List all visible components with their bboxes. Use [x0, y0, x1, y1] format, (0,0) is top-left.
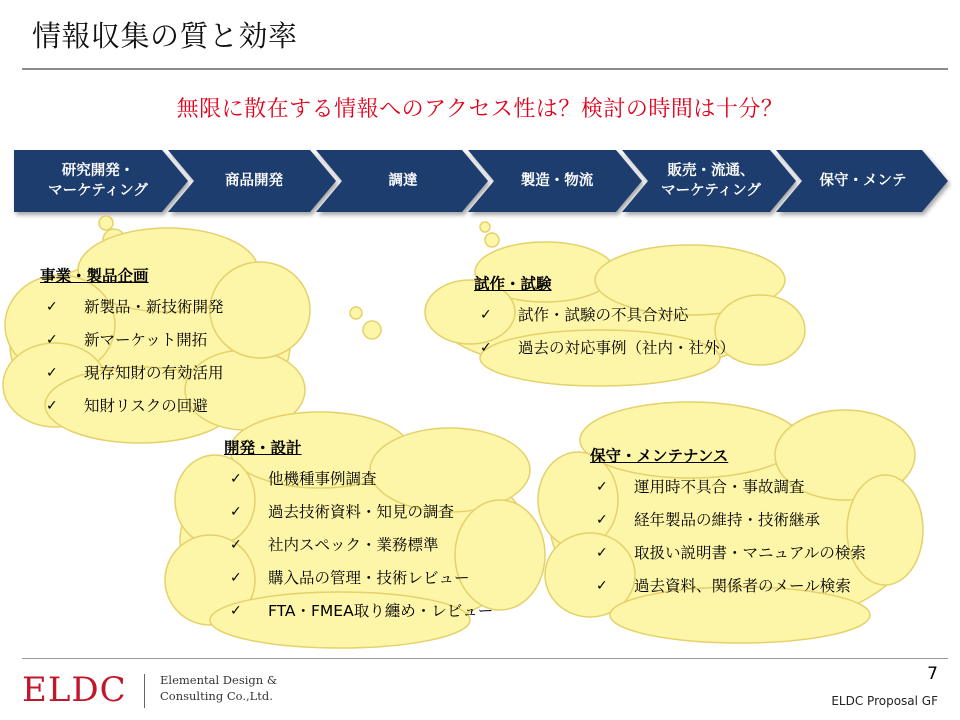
list-item: ✓ 取扱い説明書・マニュアルの検索 — [590, 541, 866, 574]
chevron-label-procurement: 調達 — [388, 173, 418, 189]
check-icon: ✓ — [230, 570, 242, 586]
chevron-label-manufacturing: 製造・物流 — [520, 173, 594, 189]
check-icon: ✓ — [480, 307, 492, 323]
slide-subtitle: 無限に散在する情報へのアクセス性は？検討の時間は十分？ — [176, 97, 784, 122]
list-item: ✓ 現存知財の有効活用 — [40, 361, 224, 394]
list-item: ✓ 運用時不具合・事故調査 — [590, 475, 866, 508]
list-item: ✓ FTA・FMEA取り纏め・レビュー — [224, 599, 493, 632]
chevron-label-product-dev: 商品開発 — [225, 173, 283, 189]
list-item: ✓ 新製品・新技術開発 — [40, 295, 224, 328]
list-item: ✓ 過去技術資料・知見の調査 — [224, 500, 493, 533]
check-icon: ✓ — [596, 479, 608, 495]
check-icon: ✓ — [480, 340, 492, 356]
check-icon: ✓ — [230, 471, 242, 487]
check-icon: ✓ — [596, 545, 608, 561]
check-icon: ✓ — [46, 365, 58, 381]
list-item: ✓ 新マーケット開拓 — [40, 328, 224, 361]
check-icon: ✓ — [596, 512, 608, 528]
list-item: ✓ 経年製品の維持・技術継承 — [590, 508, 866, 541]
list-item: ✓ 過去の対応事例（社内・社外） — [474, 336, 735, 369]
company-name: Elemental Design & Consulting Co.,Ltd. — [160, 673, 278, 703]
eldc-logo: ELDC — [22, 670, 127, 710]
page-number: 7 — [927, 664, 938, 684]
prototype-heading: 試作・試験 — [474, 275, 552, 293]
chevron-label-maintenance: 保守・メンテ — [819, 173, 907, 189]
check-icon: ✓ — [230, 603, 242, 619]
design-heading: 開発・設計 — [224, 439, 302, 457]
list-item: ✓ 知財リスクの回避 — [40, 394, 224, 427]
footer-divider — [22, 658, 948, 659]
list-item: ✓ 他機種事例調査 — [224, 467, 493, 500]
chevron-label-sales: 販売・流通、 マーケティング — [661, 163, 761, 199]
design-box — [224, 436, 493, 632]
list-item: ✓ 過去資料、関係者のメール検索 — [590, 574, 866, 607]
check-icon: ✓ — [46, 299, 58, 315]
check-icon: ✓ — [46, 332, 58, 348]
chevron-label-research: 研究開発・ マーケティング — [48, 163, 148, 199]
list-item: ✓ 試作・試験の不具合対応 — [474, 303, 735, 336]
check-icon: ✓ — [596, 578, 608, 594]
list-item: ✓ 購入品の管理・技術レビュー — [224, 566, 493, 599]
check-icon: ✓ — [230, 537, 242, 553]
maintenance-heading: 保守・メンテナンス — [590, 447, 729, 465]
slide-title: 情報収集の質と効率 — [32, 19, 298, 53]
planning-box — [40, 264, 224, 427]
planning-heading: 事業・製品企画 — [40, 267, 149, 285]
check-icon: ✓ — [46, 398, 58, 414]
logo-separator — [144, 674, 145, 708]
prototype-box — [474, 272, 735, 369]
maintenance-box — [590, 444, 866, 607]
check-icon: ✓ — [230, 504, 242, 520]
list-item: ✓ 社内スペック・業務標準 — [224, 533, 493, 566]
proposal-label: ELDC Proposal GF — [831, 694, 938, 708]
